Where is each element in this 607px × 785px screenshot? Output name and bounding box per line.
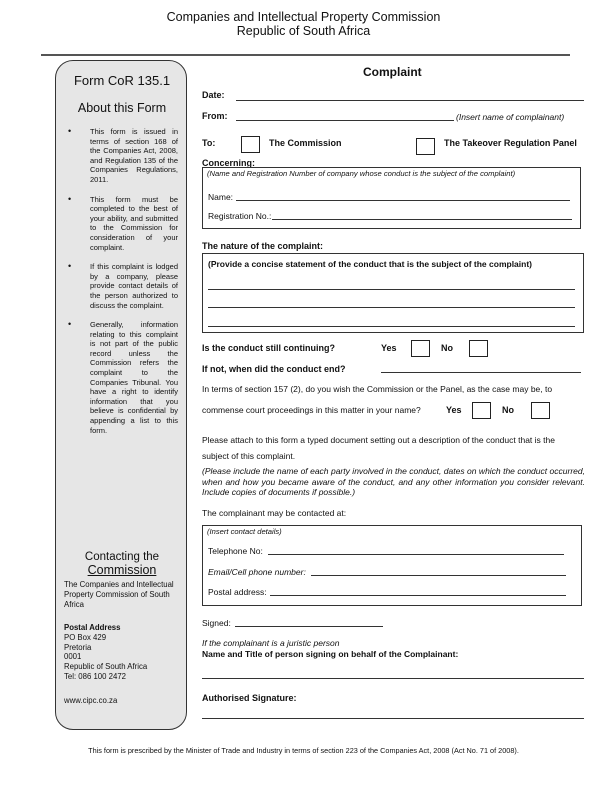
juristic-note: If the complainant is a juristic person: [202, 638, 340, 648]
nature-hint: (Provide a concise statement of the conduct that is the subject of the complaint): [208, 259, 532, 269]
postal-label: Postal address:: [208, 587, 267, 597]
attach-line2: subject of this complaint.: [202, 451, 296, 461]
about-item: • Generally, information relating to this complaint is not part of the public record unless the Commission refers the complaint to the Companies Tribunal. You have a right to identify information that you believe is confidential by appending a list to this form.: [56, 320, 188, 435]
company-name-label: Name:: [208, 192, 234, 202]
about-item: • This form must be completed to the best of your ability, and submitted to the Commission for consideration of your complaint.: [56, 195, 188, 253]
nature-label: The nature of the complaint:: [202, 241, 324, 251]
telephone-line: Tel: 086 100 2472: [64, 671, 126, 681]
from-hint: (Insert name of complainant): [456, 112, 565, 122]
attach-note: (Please include the name of each party involved in the conduct, dates on which the conduct occurred, when and how you became aware of the conduct, and any other information you consider relevant. Include copies of documents if possible.): [202, 466, 585, 497]
info-sidebar: [55, 60, 187, 730]
postal-address: [64, 623, 180, 682]
registration-label: Registration No.:: [208, 211, 272, 221]
about-title: About this Form: [77, 101, 167, 115]
commission-checkbox[interactable]: [241, 136, 260, 153]
contact-org: The Companies and Intellectual Property Commission of South Africa: [64, 580, 174, 609]
header-org: Companies and Intellectual Property Commission: [166, 10, 441, 24]
nature-line[interactable]: [208, 307, 575, 308]
header-country: Republic of South Africa: [236, 24, 371, 38]
attach-line1: Please attach to this form a typed document setting out a description of the conduct that is the: [202, 435, 555, 445]
proceedings-no-checkbox[interactable]: [531, 402, 550, 419]
form-number: Form CoR 135.1: [73, 73, 171, 88]
telephone-field[interactable]: [268, 554, 564, 555]
registration-field[interactable]: [272, 219, 572, 220]
section157-line2: commense court proceedings in this matter in your name?: [202, 405, 421, 415]
proceedings-yes-label: Yes: [446, 405, 462, 415]
signature-field[interactable]: [235, 626, 383, 627]
nature-line[interactable]: [208, 289, 575, 290]
continuing-yes-checkbox[interactable]: [411, 340, 430, 357]
signatory-label: Name and Title of person signing on behalf of the Complainant:: [202, 649, 459, 659]
postal-line: PO Box 429: [64, 632, 107, 642]
concerning-hint: (Name and Registration Number of company whose conduct is the subject of the complaint): [207, 169, 516, 178]
to-commission-label: The Commission: [269, 138, 342, 148]
telephone-label: Telephone No:: [208, 546, 263, 556]
email-label: Email/Cell phone number:: [208, 567, 306, 577]
postal-address-label: Postal Address: [64, 623, 121, 632]
nature-line[interactable]: [208, 326, 575, 327]
header-rule: [41, 54, 570, 56]
contact-hint: (Insert contact details): [207, 527, 282, 536]
postal-line: Republic of South Africa: [64, 662, 148, 672]
signed-label: Signed:: [202, 618, 231, 628]
about-list: [56, 127, 188, 445]
postal-line: Pretoria: [64, 642, 92, 652]
continuing-yes-label: Yes: [381, 343, 397, 353]
contact-heading-line2: Commission: [87, 563, 157, 577]
signatory-field[interactable]: [202, 678, 584, 679]
authorised-signature-field[interactable]: [202, 718, 584, 719]
concerning-label: Concerning:: [202, 158, 255, 168]
postal-line: 0001: [64, 652, 82, 662]
authorised-signature-label: Authorised Signature:: [202, 693, 297, 703]
contact-heading: [56, 551, 188, 577]
company-name-field[interactable]: [236, 200, 570, 201]
about-item: • If this complaint is lodged by a company, please provide contact details of the person authorized to discuss the complaint.: [56, 262, 188, 310]
continuing-question: Is the conduct still continuing?: [202, 343, 335, 353]
date-label: Date:: [202, 90, 225, 100]
from-field[interactable]: [236, 120, 454, 121]
continuing-no-checkbox[interactable]: [469, 340, 488, 357]
to-label: To:: [202, 138, 216, 148]
contact-intro: The complainant may be contacted at:: [202, 508, 347, 518]
ended-question: If not, when did the conduct end?: [202, 364, 346, 374]
postal-field[interactable]: [270, 595, 566, 596]
to-panel-label: The Takeover Regulation Panel: [444, 138, 577, 148]
from-label: From:: [202, 111, 228, 121]
section157-line1: In terms of section 157 (2), do you wish the Commission or the Panel, as the case may be, to: [202, 384, 553, 394]
website-link[interactable]: www.cipc.co.za: [64, 696, 118, 705]
footer-note: This form is prescribed by the Minister of Trade and Industry in terms of section 223 of the Companies Act, 2008 (Act No. 71 of 2008).: [88, 746, 519, 755]
proceedings-yes-checkbox[interactable]: [472, 402, 491, 419]
email-field[interactable]: [311, 575, 566, 576]
document-header: [0, 10, 607, 38]
end-date-field[interactable]: [381, 372, 581, 373]
continuing-no-label: No: [441, 343, 453, 353]
date-field[interactable]: [236, 100, 584, 101]
contact-heading-line1: Contacting the: [84, 551, 160, 563]
panel-checkbox[interactable]: [416, 138, 435, 155]
proceedings-no-label: No: [502, 405, 514, 415]
form-title: Complaint: [363, 65, 422, 79]
about-item: • This form is issued in terms of section 168 of the Companies Act, 2008, and Regulation 135 of the Companies Regulations, 2011.: [56, 127, 188, 185]
